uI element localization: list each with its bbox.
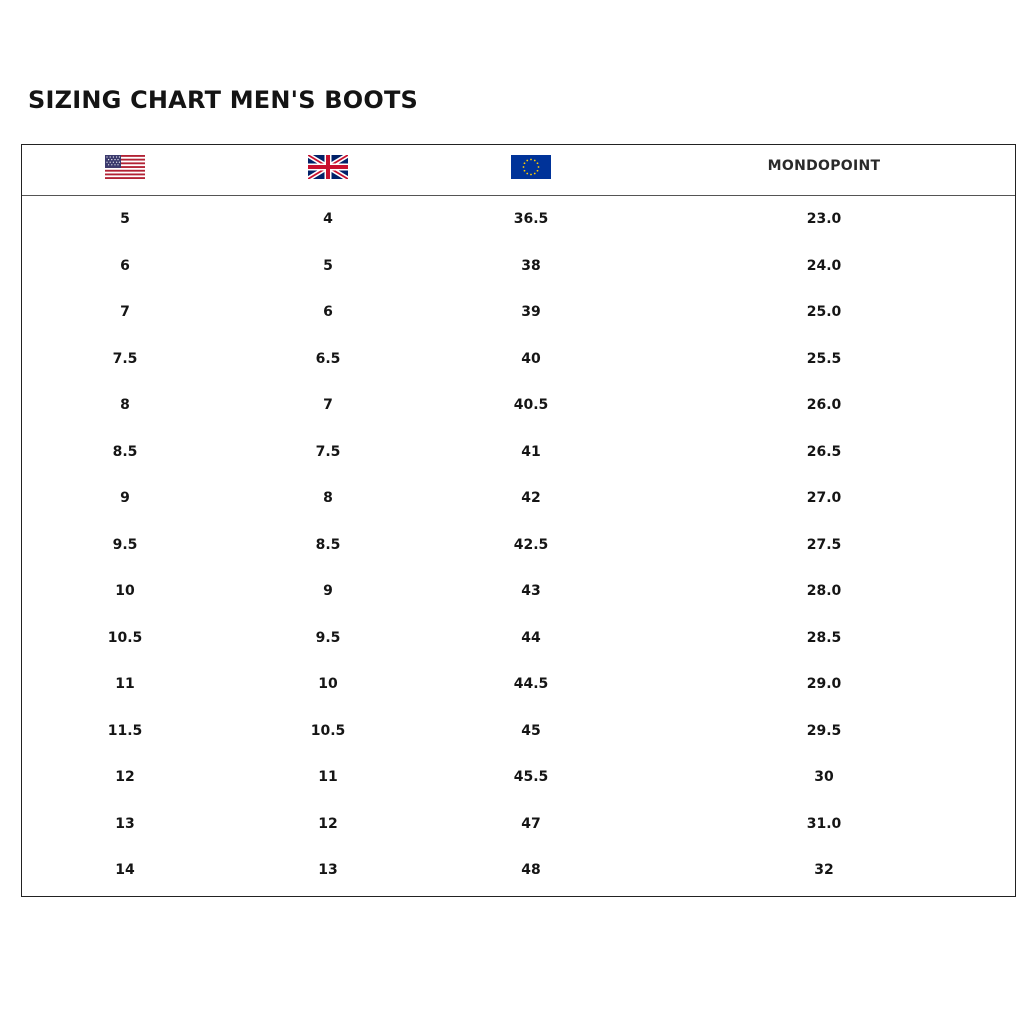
- mondopoint-cell: 31.0: [806, 816, 842, 832]
- table-row: [22, 522, 1015, 568]
- table-row: [22, 754, 1015, 800]
- sizing-table: [21, 144, 1016, 897]
- uk-size-cell: 5: [323, 258, 333, 274]
- mondopoint-cell: 30: [814, 769, 834, 785]
- mondopoint-cell: 28.5: [806, 630, 842, 646]
- eu-flag-icon: [511, 155, 551, 179]
- uk-size-cell: 9.5: [315, 630, 341, 646]
- us-size-cell: 10: [115, 583, 135, 599]
- table-row: [22, 429, 1015, 475]
- uk-size-cell: 10.5: [310, 723, 346, 739]
- uk-size-cell: 4: [323, 211, 333, 227]
- eu-size-cell: 45: [521, 723, 541, 739]
- mondopoint-cell: 24.0: [806, 258, 842, 274]
- uk-size-cell: 12: [318, 816, 338, 832]
- uk-size-cell: 8: [323, 490, 333, 506]
- table-row: [22, 289, 1015, 335]
- uk-size-cell: 10: [318, 676, 338, 692]
- us-size-cell: 12: [115, 769, 135, 785]
- table-row: [22, 568, 1015, 614]
- us-size-cell: 7: [120, 304, 130, 320]
- mondopoint-cell: 26.5: [806, 444, 842, 460]
- eu-size-cell: 45.5: [513, 769, 549, 785]
- table-row: [22, 336, 1015, 382]
- mondopoint-cell: 23.0: [806, 211, 842, 227]
- mondopoint-cell: 26.0: [806, 397, 842, 413]
- us-size-cell: 9.5: [112, 537, 138, 553]
- us-size-cell: 8.5: [112, 444, 138, 460]
- table-row: [22, 847, 1015, 893]
- eu-size-cell: 44: [521, 630, 541, 646]
- us-size-cell: 9: [120, 490, 130, 506]
- us-size-cell: 14: [115, 862, 135, 878]
- uk-size-cell: 7.5: [315, 444, 341, 460]
- us-size-cell: 11.5: [107, 723, 143, 739]
- page-title: SIZING CHART MEN'S BOOTS: [28, 86, 418, 114]
- table-row: [22, 801, 1015, 847]
- eu-size-cell: 47: [521, 816, 541, 832]
- eu-size-cell: 40: [521, 351, 541, 367]
- us-size-cell: 8: [120, 397, 130, 413]
- uk-flag-icon: [308, 155, 348, 179]
- eu-size-cell: 44.5: [513, 676, 549, 692]
- mondopoint-cell: 25.0: [806, 304, 842, 320]
- mondopoint-cell: 25.5: [806, 351, 842, 367]
- table-row: [22, 382, 1015, 428]
- us-size-cell: 5: [120, 211, 130, 227]
- table-row: [22, 708, 1015, 754]
- us-flag-icon: [105, 155, 145, 179]
- table-row: [22, 243, 1015, 289]
- eu-size-cell: 43: [521, 583, 541, 599]
- table-row: [22, 196, 1015, 242]
- eu-size-cell: 36.5: [513, 211, 549, 227]
- eu-size-cell: 42: [521, 490, 541, 506]
- eu-size-cell: 48: [521, 862, 541, 878]
- us-size-cell: 7.5: [112, 351, 138, 367]
- uk-size-cell: 8.5: [315, 537, 341, 553]
- mondopoint-cell: 28.0: [806, 583, 842, 599]
- uk-size-cell: 13: [318, 862, 338, 878]
- eu-size-cell: 38: [521, 258, 541, 274]
- mondopoint-cell: 32: [814, 862, 834, 878]
- us-size-cell: 10.5: [107, 630, 143, 646]
- uk-size-cell: 11: [318, 769, 338, 785]
- eu-size-cell: 40.5: [513, 397, 549, 413]
- mondopoint-cell: 27.5: [806, 537, 842, 553]
- mondopoint-cell: 29.0: [806, 676, 842, 692]
- eu-size-cell: 42.5: [513, 537, 549, 553]
- uk-size-cell: 9: [323, 583, 333, 599]
- us-size-cell: 6: [120, 258, 130, 274]
- eu-size-cell: 41: [521, 444, 541, 460]
- eu-size-cell: 39: [521, 304, 541, 320]
- mondopoint-header: MONDOPOINT: [767, 158, 881, 174]
- table-row: [22, 615, 1015, 661]
- table-row: [22, 661, 1015, 707]
- mondopoint-cell: 29.5: [806, 723, 842, 739]
- uk-size-cell: 6.5: [315, 351, 341, 367]
- us-size-cell: 13: [115, 816, 135, 832]
- uk-size-cell: 6: [323, 304, 333, 320]
- table-row: [22, 475, 1015, 521]
- us-size-cell: 11: [115, 676, 135, 692]
- mondopoint-cell: 27.0: [806, 490, 842, 506]
- table-header-row: [22, 145, 1015, 196]
- uk-size-cell: 7: [323, 397, 333, 413]
